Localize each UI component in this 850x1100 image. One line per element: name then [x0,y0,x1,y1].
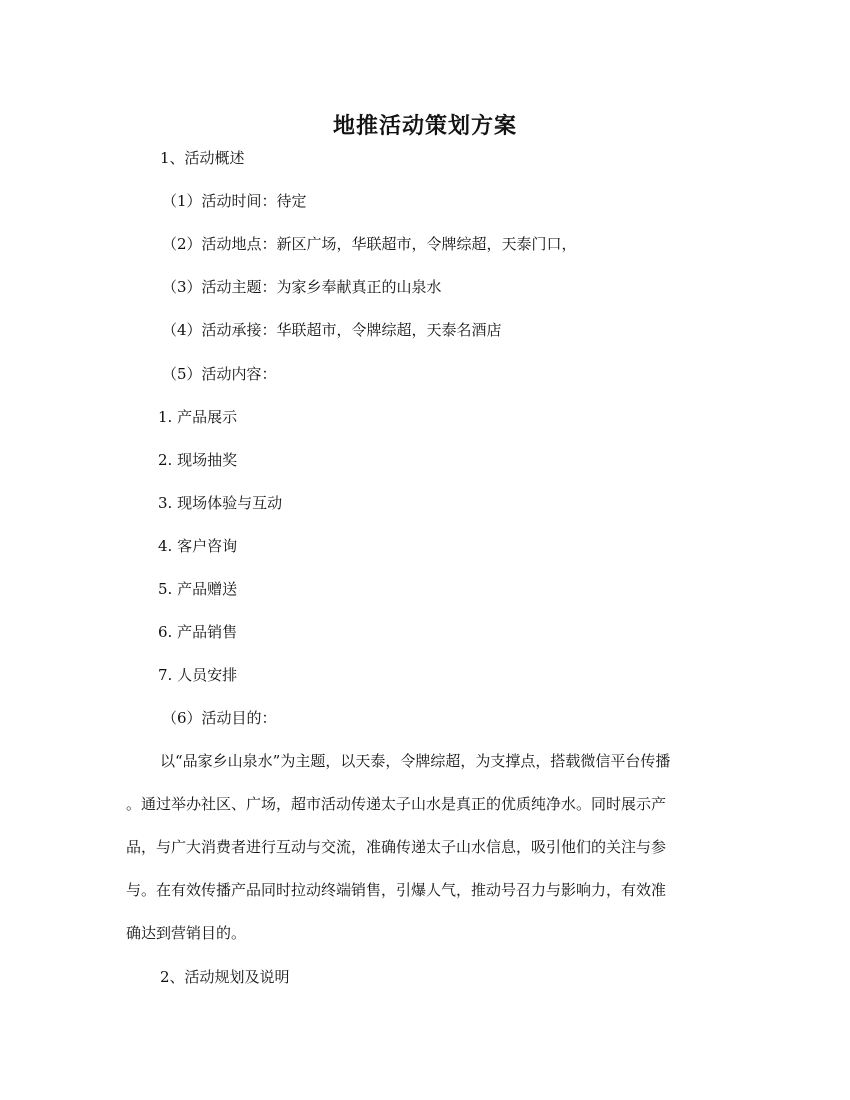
page-title: 地推活动策划方案 [332,113,517,139]
purpose-paragraph-line: 以“品家乡山泉水”为主题，以天泰，令牌综超，为支撑点，搭载微信平台传播 [160,752,671,770]
content-item: 1. 产品展示 [158,408,238,426]
purpose-paragraph-line: 。通过举办社区、广场，超市活动传递太子山水是真正的优质纯净水。同时展示产 [126,795,667,813]
overview-theme: （3）活动主题：为家乡奉献真正的山泉水 [162,278,442,296]
content-item: 4. 客户咨询 [158,537,238,555]
overview-host: （4）活动承接：华联超市，令牌综超，天泰名酒店 [162,321,502,339]
content-item: 3. 现场体验与互动 [158,494,283,512]
overview-content-label: （5）活动内容： [162,365,277,383]
section-heading-1: 1、活动概述 [160,149,245,167]
content-item: 2. 现场抽奖 [158,451,238,469]
purpose-label: （6）活动目的： [162,709,277,727]
content-item: 7. 人员安排 [158,666,238,684]
overview-location: （2）活动地点：新区广场，华联超市，令牌综超，天泰门口， [162,235,577,253]
purpose-paragraph-line: 确达到营销目的。 [126,924,247,942]
purpose-paragraph-line: 与。在有效传播产品同时拉动终端销售，引爆人气，推动号召力与影响力，有效准 [126,881,667,899]
section-heading-2: 2、活动规划及说明 [160,968,290,986]
overview-time: （1）活动时间：待定 [162,192,307,210]
content-item: 5. 产品赠送 [158,580,238,598]
content-item: 6. 产品销售 [158,623,238,641]
purpose-paragraph-line: 品，与广大消费者进行互动与交流，准确传递太子山水信息，吸引他们的关注与参 [126,838,667,856]
